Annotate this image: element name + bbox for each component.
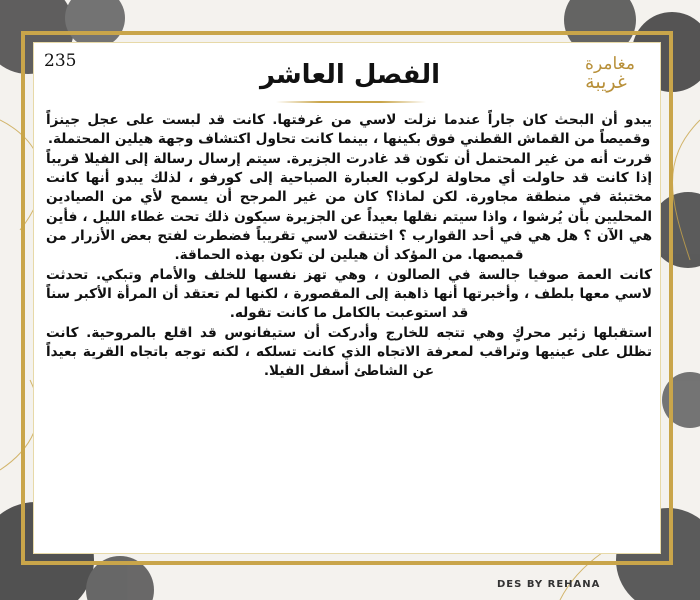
logo-line-1: مغامرة — [585, 54, 635, 74]
chapter-body — [46, 111, 652, 382]
title-divider — [276, 101, 426, 103]
paragraph: كانت العمة صوفيا جالسة في الصالون ، وهي تهز نفسها للخلف والأمام وتبكي. تحدثت لاسي معها بلطف ، وأخبرتها أنها ذاهبة إلى المقصورة ، لكنها لم تعتقد أن المرأة الأكبر سناً قد استوعبت بالكامل ما كانت تقوله. — [46, 266, 652, 322]
paragraph: قررت أنه من غير المحتمل أن تكون قد غادرت الجزيرة. سيتم إرسال رسالة إلى الفيلا قريباً إذا كانت قد حاولت أي محاولة لركوب العبارة الصباحية إلى كورفو ، لذلك يبدو أنها كانت مختبئة في منطقة مجاورة. لكن لماذا؟ كان من غير المرجح أن يسمح لأي من الصيادين المحليين بأن يُرشوا ، واذا سيتم نقلها بعيداً عن الجزيرة سيكون ذلك تحت غطاء الليل ، فأين هي الآن ؟ هل هي في أحد القوارب ؟ اختنقت لاسي تقريباً فضطرت لفتح بعض الأزرار من قميصها. من المؤكد أن هيلين لن تكون بهذه الحماقة. — [46, 150, 652, 264]
chapter-title: الفصل العاشر — [259, 60, 441, 90]
designer-signature: DES BY REHANA — [497, 579, 601, 590]
paragraph: يبدو أن البحث كان جاراً عندما نزلت لاسي من غرفتها. كانت قد لبست على عجل جينزاً وقميصاً من القماش القطني فوق بكينها ، بينما كانت تحاول اكتشاف وجهة هيلين المحتملة. — [46, 112, 652, 148]
paragraph: استقبلها زئير محركٍ وهي تتجه للخارج وأدركت أن ستيفانوس قد اقلع بالمروحية. كانت تظلل على عينيها وتراقب لمعرفة الاتجاه الذي كانت تسلكه ، لكنه توجه باتجاه القرية بعيداً عن الشاطئ أسفل الفيلا. — [46, 324, 652, 380]
logo-line-2: غريبة — [585, 71, 627, 93]
page-number: 235 — [44, 51, 77, 71]
